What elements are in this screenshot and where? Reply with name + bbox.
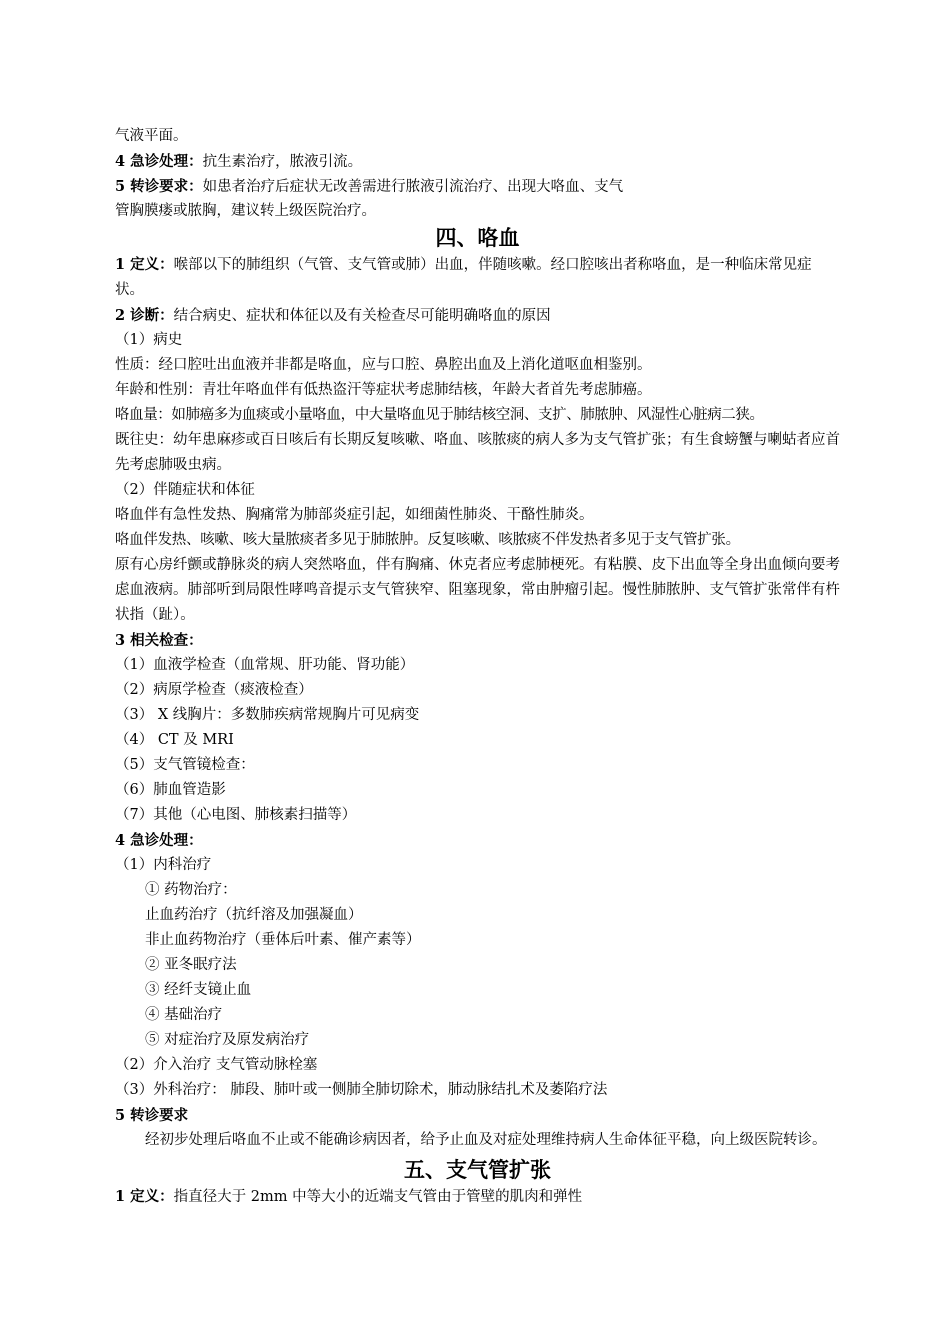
list-item: （2）介入治疗 支气管动脉栓塞 <box>115 1057 318 1073</box>
text-line <box>115 303 840 328</box>
section-heading: 四、咯血 <box>435 225 520 250</box>
text-line <box>115 174 840 199</box>
text-line: 咯血伴有急性发热、胸痛常为肺部炎症引起，如细菌性肺炎、干酪性肺炎。 <box>115 507 594 523</box>
list-item: （2）病原学检查（痰液检查） <box>115 682 313 698</box>
text-line: 咯血伴发热、咳嗽、咳大量脓痰者多见于肺脓肿。反复咳嗽、咳脓痰不伴发热者多见于支气管扩张。 <box>115 532 740 548</box>
item-label: 2 诊断： <box>115 307 174 324</box>
item-text: 抗生素治疗，脓液引流。 <box>202 154 363 170</box>
text-line: 性质：经口腔吐出血液并非都是咯血，应与口腔、鼻腔出血及上消化道呕血相鉴别。 <box>115 357 652 373</box>
text-paragraph: 经初步处理后咯血不止或不能确诊病因者，给予止血及对症处理维持病人生命体征平稳，向上级医院转诊。 <box>145 1132 827 1148</box>
list-item: ⑤ 对症治疗及原发病治疗 <box>145 1032 310 1048</box>
text-paragraph: 原有心房纤颤或静脉炎的病人突然咯血，伴有胸痛、休克者应考虑肺梗死。有粘膜、皮下出血等全身出血倾向要考虑血液病。肺部听到局限性哮鸣音提示支气管狭窄、阻塞现象，常由肿瘤引起。慢性肺脓肿、支气管扩张常伴有杵状指（趾）。 <box>115 557 840 623</box>
item-label: 5 转诊要求： <box>115 178 203 195</box>
list-item: ② 亚冬眠疗法 <box>145 957 237 973</box>
text-line: （2）伴随症状和体征 <box>115 482 255 498</box>
list-item: 止血药治疗（抗纤溶及加强凝血） <box>145 907 363 923</box>
section-label: 5 转诊要求 <box>115 1107 189 1124</box>
item-label: 1 定义： <box>115 1188 174 1205</box>
document-page <box>115 124 840 1209</box>
text-line <box>115 1184 840 1209</box>
definition-paragraph <box>115 252 840 303</box>
list-item: （7）其他（心电图、肺核素扫描等） <box>115 807 357 823</box>
list-item: （1）血液学检查（血常规、肝功能、肾功能） <box>115 657 415 673</box>
item-label: 1 定义： <box>115 256 174 273</box>
list-item: ① 药物治疗： <box>145 882 237 898</box>
item-text: 指直径大于 2mm 中等大小的近端支气管由于管壁的肌肉和弹性 <box>173 1189 583 1205</box>
text-line: 年龄和性别：青壮年咯血伴有低热盗汗等症状考虑肺结核，年龄大者首先考虑肺癌。 <box>115 382 652 398</box>
list-item: （6）肺血管造影 <box>115 782 226 798</box>
list-item: （1）内科治疗 <box>115 857 212 873</box>
list-item: （4） CT 及 MRI <box>115 732 234 748</box>
text-line: 管胸膜瘘或脓胸，建议转上级医院治疗。 <box>115 203 376 219</box>
section-heading: 五、支气管扩张 <box>404 1157 551 1182</box>
item-text: 结合病史、症状和体征以及有关检查尽可能明确咯血的原因 <box>173 308 551 324</box>
item-label: 4 急诊处理： <box>115 153 203 170</box>
list-item: 非止血药物治疗（垂体后叶素、催产素等） <box>145 932 421 948</box>
text-line <box>115 149 840 174</box>
item-text: 如患者治疗后症状无改善需进行脓液引流治疗、出现大咯血、支气 <box>202 179 624 195</box>
list-item: ④ 基础治疗 <box>145 1007 223 1023</box>
list-item: （5）支气管镜检查： <box>115 757 255 773</box>
text-paragraph: 既往史：幼年患麻疹或百日咳后有长期反复咳嗽、咯血、咳脓痰的病人多为支气管扩张；有生食螃蟹与喇蛄者应首先考虑肺吸虫病。 <box>115 432 840 473</box>
list-item: （3） X 线胸片：多数肺疾病常规胸片可见病变 <box>115 707 420 723</box>
text-line: 咯血量：如肺癌多为血痰或小量咯血，中大量咯血见于肺结核空洞、支扩、肺脓肿、风湿性心脏病二狭。 <box>115 407 764 423</box>
list-item: ③ 经纤支镜止血 <box>145 982 252 998</box>
section-label: 4 急诊处理： <box>115 832 203 849</box>
list-item: （3）外科治疗： 肺段、肺叶或一侧肺全肺切除术，肺动脉结扎术及萎陷疗法 <box>115 1082 608 1098</box>
section-label: 3 相关检查： <box>115 632 203 649</box>
item-text: 喉部以下的肺组织（气管、支气管或肺）出血，伴随咳嗽。经口腔咳出者称咯血，是一种临床常见症状。 <box>115 257 812 298</box>
text-line: （1）病史 <box>115 332 183 348</box>
text-line: 气液平面。 <box>115 128 188 144</box>
